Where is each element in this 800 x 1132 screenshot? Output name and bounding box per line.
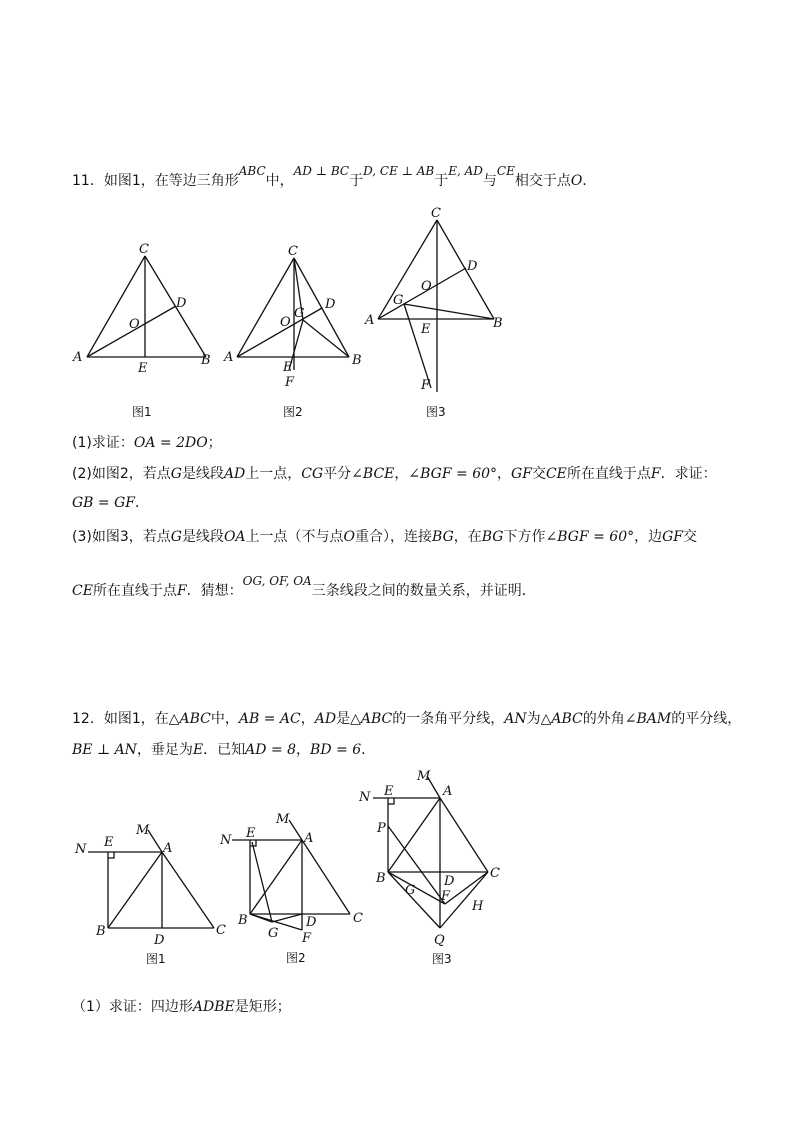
label-g: G [405,883,416,898]
label-g: G [268,926,279,941]
q11-part3: (3)如图3，若点G是线段OA上一点（不与点O重合），连接BG，在BG下方作∠BGF = 60°，边GF交 [72,529,698,545]
label-e: E [384,784,394,799]
label-o: O [421,279,432,294]
label-a: A [224,350,234,365]
label-e: E [283,360,293,375]
label-f: F [302,931,312,946]
label-e: E [421,322,431,337]
label-b: B [201,353,211,368]
caption-fig1: 图1 [132,405,152,419]
label-n: N [220,833,232,848]
label-e: E [104,835,114,850]
label-c: C [288,244,298,259]
label-d: D [154,933,165,948]
q11-part3-cont: CE所在直线于点F．猜想：OG, OF, OA三条线段之间的数量关系，并证明． [72,574,536,599]
label-a: A [304,831,314,846]
label-e: E [246,826,256,841]
label-c: C [353,911,363,926]
label-d: D [444,874,455,889]
q11-part2: (2)如图2，若点G是线段AD上一点，CG平分∠BCE，∠BGF = 60°，GF交CE所在直线于点F．求证： [72,466,717,482]
caption-fig1: 图1 [146,952,166,966]
label-a: A [443,784,453,799]
label-f: F [421,378,431,393]
label-a: A [163,841,173,856]
label-o: O [129,317,140,332]
label-b: B [96,924,106,939]
label-d: D [325,297,336,312]
label-c: C [431,206,441,221]
q11-part2-cont: GB = GF． [72,495,149,511]
label-m: M [136,823,150,838]
label-g: G [294,306,305,321]
label-e: E [138,361,148,376]
label-q: Q [434,933,445,948]
q12-intro-1: 12．如图1，在△ABC中，AB = AC，AD是△ABC的一条角平分线，AN为△ABC的外角∠BAM的平分线， [72,711,742,727]
label-c: C [490,866,500,881]
label-o: O [280,315,291,330]
q12-intro-2: BE ⊥ AN，垂足为E．已知AD = 8，BD = 6． [72,742,376,758]
label-h: H [472,899,484,914]
label-b: B [352,353,362,368]
q11-part1: (1)求证：OA = 2DO； [72,435,222,451]
label-d: D [306,915,317,930]
label-c: C [216,923,226,938]
label-f: F [285,375,295,390]
label-p: P [377,821,386,836]
label-n: N [359,790,371,805]
caption-fig3: 图3 [432,952,452,966]
label-g: G [393,293,404,308]
label-f: F [441,889,451,904]
label-c: C [139,242,149,257]
caption-fig3: 图3 [426,405,446,419]
q11-intro: 11．如图1，在等边三角形ABC中，AD ⊥ BC于D, CE ⊥ AB于E, AD与CE相交于点O． [72,164,597,189]
label-m: M [276,812,290,827]
label-d: D [176,296,187,311]
label-a: A [365,313,375,328]
label-b: B [376,871,386,886]
label-d: D [467,259,478,274]
label-b: B [493,316,503,331]
label-b: B [238,913,248,928]
caption-fig2: 图2 [283,405,303,419]
caption-fig2: 图2 [286,951,306,965]
q12-part1: （1）求证：四边形ADBE是矩形； [72,999,291,1015]
label-m: M [417,769,431,784]
math-abc: ABC [238,164,266,178]
label-n: N [75,842,87,857]
label-a: A [73,350,83,365]
